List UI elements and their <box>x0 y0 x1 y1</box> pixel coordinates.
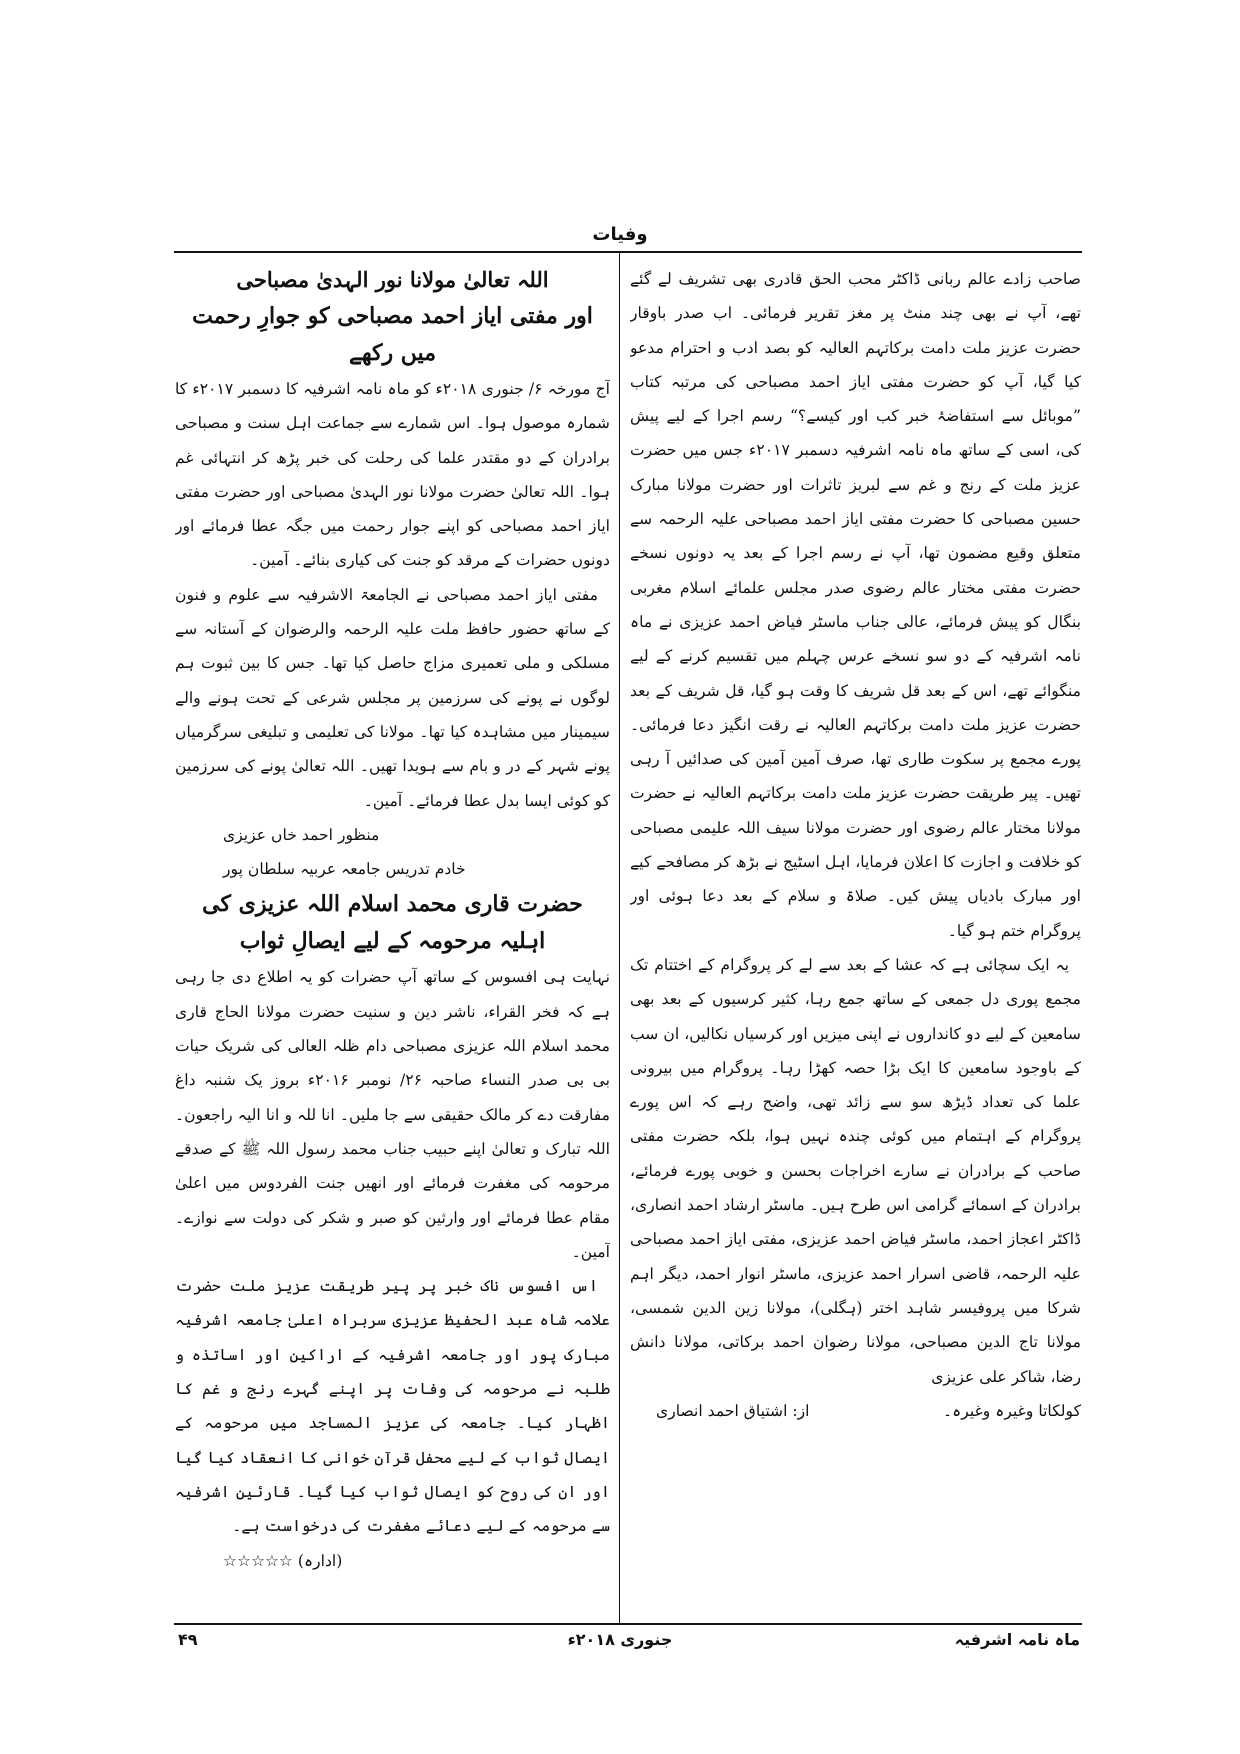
article2-heading-line2: اہلیہ مرحومہ کے لیے ایصالِ ثواب <box>239 928 546 955</box>
right-closing-row <box>630 1394 1081 1428</box>
right-last-line: کولکاتا وغیرہ وغیرہ۔ <box>943 1401 1081 1420</box>
article2-paragraph-1: نہایت ہی افسوس کے ساتھ آپ حضرات کو یہ اطلاع دی جا رہی ہے کہ فخر القراء، ناشر دین و سنیت حضرت مولانا الحاج قاری محمد اسلام اللہ عزیزی مصباحی دام ظلہ العالی کی شریک حیات بی بی صدر النساء صاحبہ ۲۶/ نومبر ۲۰۱۶ء بروز یک شنبہ داغ مفارقت دے کر مالک حقیقی سے جا ملیں۔ انا للہ و انا الیہ راجعون۔ اللہ تبارک و تعالیٰ اپنے حبیب جناب محمد رسول اللہ ﷺ کے صدقے مرحومہ کی مغفرت فرمائے اور انھیں جنت الفردوس میں اعلیٰ مقام عطا فرمائے اور وارثین کو صبر و شکر کی دولت سے نوازے۔ آمین۔ <box>175 968 610 1261</box>
right-signature: از: اشتیاق احمد انصاری <box>656 1401 810 1420</box>
footer-page-number: ۴۹ <box>178 1630 198 1649</box>
article1-heading-line2: اور مفتی ایاز احمد مصباحی کو جوارِ رحمت میں رکھے <box>192 303 593 366</box>
footer-magazine-name: ماہ نامہ اشرفیہ <box>954 1630 1080 1649</box>
article2-heading-line1: حضرت قاری محمد اسلام اللہ عزیزی کی <box>202 891 583 918</box>
header-rule <box>174 251 1082 253</box>
article2-closing: (ادارہ) ☆☆☆☆☆ <box>223 1551 343 1570</box>
article1-signature-title: خادم تدریس جامعہ عربیہ سلطان پور <box>223 860 466 879</box>
article2-paragraph-2: اس افسوس ناک خبر پر پیر طریقت عزیز ملت حضرت علامہ شاہ عبد الحفیظ عزیزی سربراہ اعلیٰ جامعہ اشرفیہ مبارک پور اور جامعہ اشرفیہ کے اراکین اور اساتذہ و طلبہ نے مرحومہ کی وفات پر اپنے گہرے رنج و غم کا اظہار کیا۔ جامعہ کی عزیز المساجد میں مرحومہ کے ایصال ثواب کے لیے محفل قرآن خوانی کا انعقاد کیا گیا اور ان کی روح کو ایصال ثواب کیا گیا۔ قارئین اشرفیہ سے مرحومہ کے لیے دعائے مغفرت کی درخواست ہے۔ <box>175 1277 610 1536</box>
footer-rule <box>174 1623 1082 1625</box>
column-divider <box>619 251 620 1623</box>
left-column <box>175 262 610 1617</box>
right-column <box>630 262 1081 1617</box>
section-title: وفیات <box>592 224 648 245</box>
right-paragraph-1: صاحب زادے عالم ربانی ڈاکٹر محب الحق قادری بھی تشریف لے گئے تھے، آپ نے بھی چند منٹ پر مغز تقریر فرمائی۔ اب صدر باوقار حضرت عزیز ملت دامت برکاتہم العالیہ کو بصد ادب و احترام مدعو کیا گیا، آپ کو حضرت مفتی ایاز احمد مصباحی کی مرتبہ کتاب ”موبائل سے استفاضۂ خبر کب اور کیسے؟“ رسم اجرا کے لیے پیش کی، اسی کے ساتھ ماہ نامہ اشرفیہ دسمبر ۲۰۱۷ء جس میں حضرت عزیز ملت کے رنج و غم سے لبریز تاثرات اور حضرت مولانا مبارک حسین مصباحی کا حضرت مفتی ایاز احمد مصباحی علیہ الرحمہ سے متعلق وقیع مضمون تھا، آپ نے رسم اجرا کے بعد یہ دونوں نسخے حضرت مفتی مختار عالم رضوی صدر مجلس علمائے اسلام مغربی بنگال کو پیش فرمائے، عالی جناب ماسٹر فیاض احمد عزیزی نے ماہ نامہ اشرفیہ کے دو سو نسخے عرس چہلم میں تقسیم کرنے کے لیے منگوائے تھے، اس کے بعد قل شریف کا وقت ہو گیا، قل شریف کے بعد حضرت عزیز ملت دامت برکاتہم العالیہ نے رقت انگیز دعا فرمائی۔ پورے مجمع پر سکوت طاری تھا، صرف آمین آمین کی صدائیں آ رہی تھیں۔ پیر طریقت حضرت عزیز ملت دامت برکاتہم العالیہ نے حضرت مولانا مختار عالم رضوی اور حضرت مولانا سیف اللہ علیمی مصباحی کو خلافت و اجازت کا اعلان فرمایا، اہل اسٹیج نے بڑھ کر مصافحے کیے اور مبارک بادیاں پیش کیں۔ صلاۃ و سلام کے بعد دعا ہوئی اور پروگرام ختم ہو گیا۔ <box>630 270 1081 940</box>
article1-heading-line1: اللہ تعالیٰ مولانا نور الہدیٰ مصباحی <box>236 267 549 292</box>
footer-date: جنوری ۲۰۱۸ء <box>567 1630 673 1649</box>
right-paragraph-2: یہ ایک سچائی ہے کہ عشا کے بعد سے لے کر پروگرام کے اختتام تک مجمع پوری دل جمعی کے ساتھ جمع رہا، کثیر کرسیوں کے بعد بھی سامعین کے لیے دو کانداروں نے اپنی میزیں اور کرسیاں نکالیں، ان سب کے باوجود سامعین کا ایک بڑا حصہ کھڑا رہا۔ پروگرام میں بیرونی علما کی تعداد ڈیڑھ سو سے زائد تھی، واضح رہے کہ اس پورے پروگرام کے اہتمام میں کوئی چندہ نہیں ہوا، بلکہ حضرت مفتی صاحب کے برادران نے سارے اخراجات بحسن و خوبی پورے فرمائے، برادران کے اسمائے گرامی اس طرح ہیں۔ ماسٹر ارشاد احمد انصاری، ڈاکٹر اعجاز احمد، ماسٹر فیاض احمد عزیزی، مفتی ایاز احمد مصباحی علیہ الرحمہ، قاضی اسرار احمد عزیزی، ماسٹر انوار احمد، دیگر اہم شرکا میں پروفیسر شاہد اختر (ہگلی)، مولانا زین الدین شمسی، مولانا تاج الدین مصباحی، مولانا رضوان احمد برکاتی، مولانا دانش رضا، شاکر علی عزیزی <box>630 955 1081 1386</box>
article1-signature-name: منظور احمد خاں عزیزی <box>223 825 380 844</box>
article1-paragraph-1: آج مورخہ ۶/ جنوری ۲۰۱۸ء کو ماہ نامہ اشرفیہ کا دسمبر ۲۰۱۷ء کا شمارہ موصول ہوا۔ اس شمارے سے جماعت اہل سنت و مصباحی برادران کے دو مقتدر علما کی رحلت کی خبر پڑھ کر انتہائی غم ہوا۔ اللہ تعالیٰ حضرت مولانا نور الہدیٰ مصباحی اور حضرت مفتی ایاز احمد مصباحی کو اپنے جوار رحمت میں جگہ عطا فرمائے اور دونوں حضرات کے مرقد کو جنت کی کیاری بنائے۔ آمین۔ <box>175 380 610 570</box>
article1-paragraph-2: مفتی ایاز احمد مصباحی نے الجامعۃ الاشرفیہ سے علوم و فنون کے ساتھ حضور حافظ ملت علیہ الرحمہ والرضوان کے آستانہ سے مسلکی و ملی تعمیری مزاج حاصل کیا تھا۔ جس کا بین ثبوت ہم لوگوں نے پونے کی سرزمین پر مجلس شرعی کے تحت ہونے والے سیمینار میں مشاہدہ کیا تھا۔ مولانا کی تعلیمی و تبلیغی سرگرمیاں پونے شہر کے در و بام سے ہویدا تھیں۔ اللہ تعالیٰ پونے کی سرزمین کو کوئی ایسا بدل عطا فرمائے۔ آمین۔ <box>175 585 610 810</box>
